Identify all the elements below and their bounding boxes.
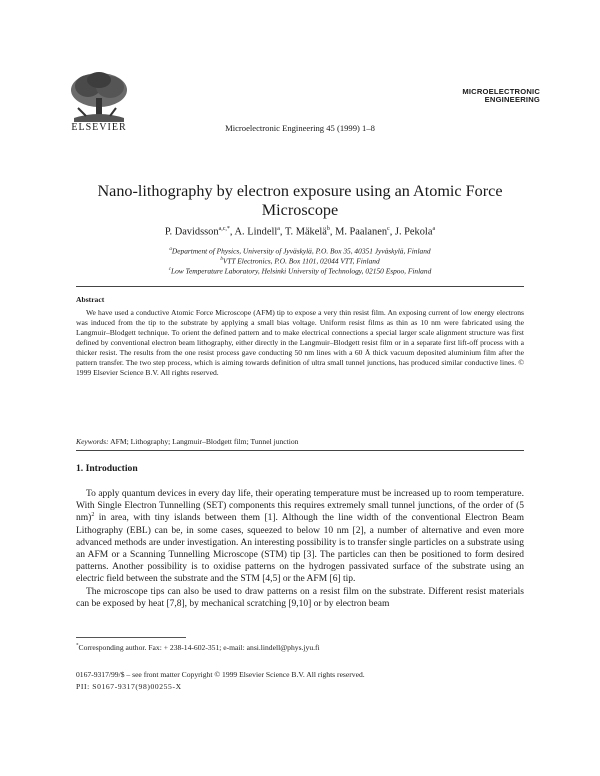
- abstract-heading: Abstract: [76, 295, 105, 304]
- footer-pii: PII: S0167-9317(98)00255-X: [76, 682, 182, 691]
- affiliation-a: $^a$Department of Physics, University of Jyväskylä, P.O. Box 35, 40351 Jyväskylä, Finland: [169, 246, 431, 256]
- paper-title: Nano-lithography by electron exposure using an Atomic Force Microscope: [97, 182, 503, 219]
- footnote-rule: [76, 637, 186, 638]
- section-heading: 1. Introduction: [76, 463, 138, 474]
- author-affiliation-mark: a: [432, 226, 436, 232]
- author-name: P. Davidsson: [164, 226, 219, 238]
- author-affiliation-mark: b: [326, 226, 330, 232]
- author-separator: ,: [389, 226, 395, 238]
- footnote: *Corresponding author. Fax: + 238-14-602-351; e-mail: ansi.lindell@phys.jyu.fi: [76, 643, 320, 652]
- affiliation-b: $^b$VTT Electronics, P.O. Box 1101, 02044 VTT, Finland: [220, 256, 380, 266]
- intro-paragraph-2: The microscope tips can also be used to draw patterns on a resist film on the substrate. Different resist materials can be exposed by heat [7,8], by mechanical scratching [9,10] or by electron beam: [76, 586, 524, 609]
- publisher-name: ELSEVIER: [71, 122, 127, 133]
- author-separator: ,: [279, 226, 285, 238]
- keywords: [76, 437, 524, 446]
- journal-logo-line1: MICROELECTRONIC: [462, 87, 540, 96]
- elsevier-tree-logo: [66, 70, 132, 122]
- journal-logo: [452, 88, 540, 104]
- author-name: J. Pekola: [394, 226, 433, 238]
- author-name: M. Paalanen: [335, 226, 388, 238]
- author-affiliation-mark: a,c,*: [218, 226, 230, 232]
- intro-paragraph-1: To apply quantum devices in every day life, their operating temperature must be increased up to room temperature. With Single Electron Tunnelling (SET) components this requires extremely small tunnel junctions, of the order of (5 nm)$^2$ in area, with tiny islands between them [1]. Although the line width of the conventional Electron Beam Lithography (EBL) can be, in some cases, squeezed to below 10 nm [2], a number of alternative and even more advanced methods are under investigation. An interesting possibility is to transfer single particles on a substrate using an AFM or a Scanning Tunnelling Microscope (STM) tip [3]. The particles can then be positioned to form desired patterns. Another possibility is to oxidise patterns on the hydrogen passivated surface of the substrate using an electric field between the substrate and the STM [4,5] or the AFM [6] tip.: [76, 489, 524, 585]
- footer-issn: 0167-9317/99/$ – see front matter Copyright © 1999 Elsevier Science B.V. All rights reserved.: [76, 670, 365, 679]
- author-separator: ,: [229, 226, 235, 238]
- keywords-label: Keywords:: [76, 437, 109, 446]
- keywords-list: AFM; Lithography; Langmuir–Blodgett film; Tunnel junction: [110, 437, 299, 446]
- abstract-body: We have used a conductive Atomic Force Microscope (AFM) tip to expose a very thin resist film. An exposing current of low energy electrons was induced from the tip to the substrate by applying a small bias voltage. Uniform resist films as thin as 10 nm were fabricated using the Langmuir–Blodgett technique. To orient the defined pattern and to make electrical connections a special larger scale alignment structure was first defined by conventional electron beam lithography, either directly in the Langmuir–Blodgett resist film or in a separate first lift-off process with a thicker resist. The results from the one resist process gave conducting 50 nm lines with a 60 Å thick vacuum deposited aluminium film after the pattern transfer. The two step process, which is aiming towards definition of ultra small tunnel junctions, has produced similar conductive lines. © 1999 Elsevier Science B.V. All rights reserved.: [76, 308, 524, 377]
- author-name: T. Mäkelä: [284, 226, 327, 238]
- divider-top: [76, 286, 524, 287]
- author-list: [60, 226, 540, 237]
- author-name: A. Lindell: [234, 226, 278, 238]
- journal-citation: Microelectronic Engineering 45 (1999) 1–8: [225, 123, 375, 133]
- affiliation-c: $^c$Low Temperature Laboratory, Helsinki University of Technology, 02150 Espoo, Finland: [168, 266, 432, 276]
- introduction-body: [76, 488, 524, 610]
- author-affiliation-mark: a: [277, 226, 280, 232]
- divider-bottom: [76, 450, 524, 451]
- author-affiliation-mark: c: [387, 226, 390, 232]
- journal-logo-line2: ENGINEERING: [484, 95, 540, 104]
- author-separator: ,: [329, 226, 336, 238]
